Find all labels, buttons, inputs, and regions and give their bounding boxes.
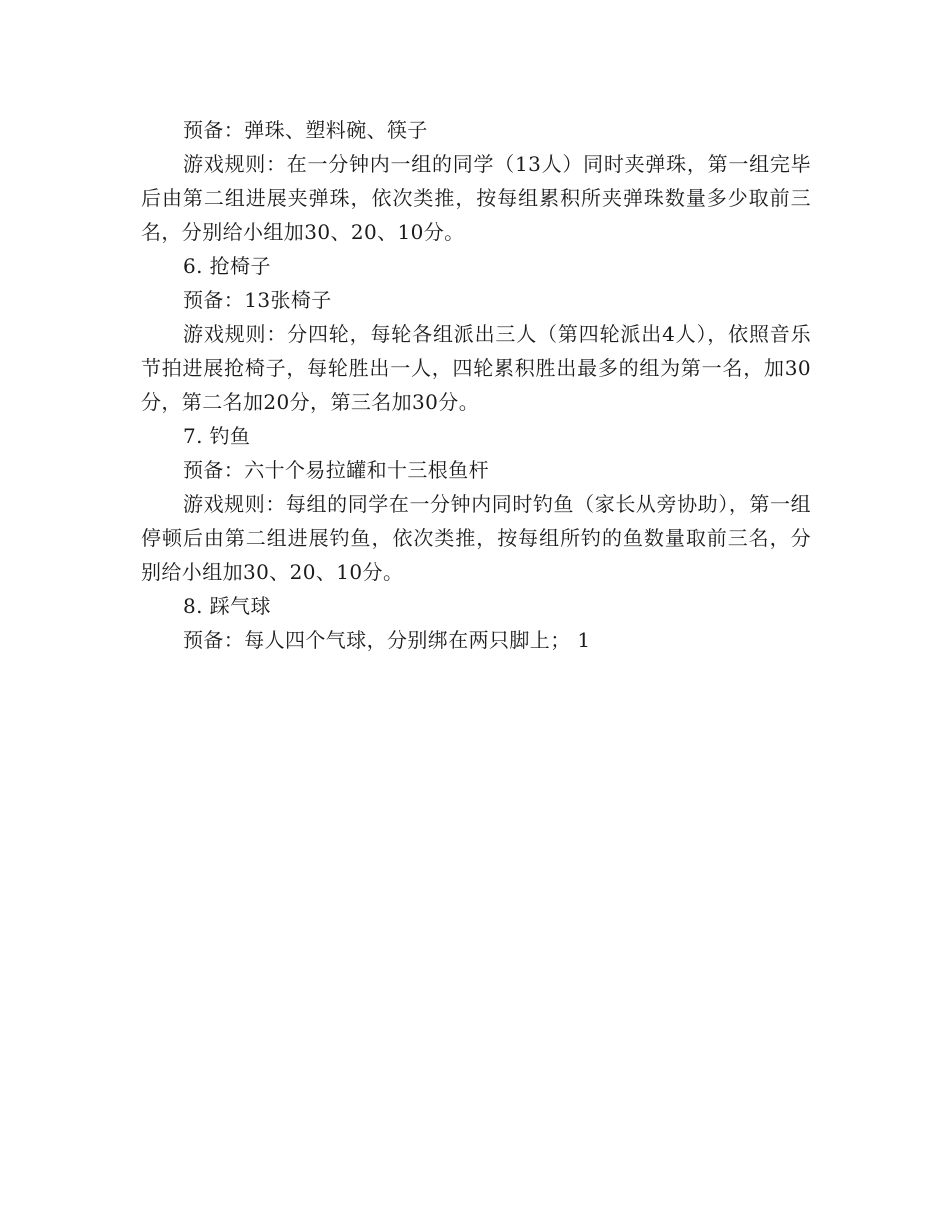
paragraph-rules-chairs: 游戏规则：分四轮，每轮各组派出三人（第四轮派出4人），依照音乐节拍进展抢椅子，每轮胜出一人，四轮累积胜出最多的组为第一名，加30分，第二名加20分，第三名加30分。: [141, 322, 811, 414]
paragraph-rules-fishing: 游戏规则：每组的同学在一分钟内同时钓鱼（家长从旁协助），第一组停顿后由第二组进展钓鱼，依次类推，按每组所钓的鱼数量取前三名，分别给小组加30、20、10分。: [141, 492, 811, 584]
paragraph-rules-marbles: 游戏规则：在一分钟内一组的同学（13人）同时夹弹珠，第一组完毕后由第二组进展夹弹珠，依次类推，按每组累积所夹弹珠数量多少取前三名，分别给小组加30、20、10分。: [141, 152, 811, 244]
heading-fishing: 7. 钓鱼: [183, 424, 251, 448]
document-body: [141, 113, 811, 657]
paragraph-materials-chairs: 预备：13张椅子: [183, 288, 332, 312]
paragraph-materials-balloons: 预备：每人四个气球，分别绑在两只脚上； 1: [183, 628, 591, 652]
paragraph-materials-fishing: 预备：六十个易拉罐和十三根鱼杆: [183, 458, 489, 482]
paragraph-materials-marbles: 预备：弹珠、塑料碗、筷子: [183, 118, 428, 142]
heading-balloon-stomp: 8. 踩气球: [183, 594, 271, 618]
heading-musical-chairs: 6. 抢椅子: [183, 254, 271, 278]
